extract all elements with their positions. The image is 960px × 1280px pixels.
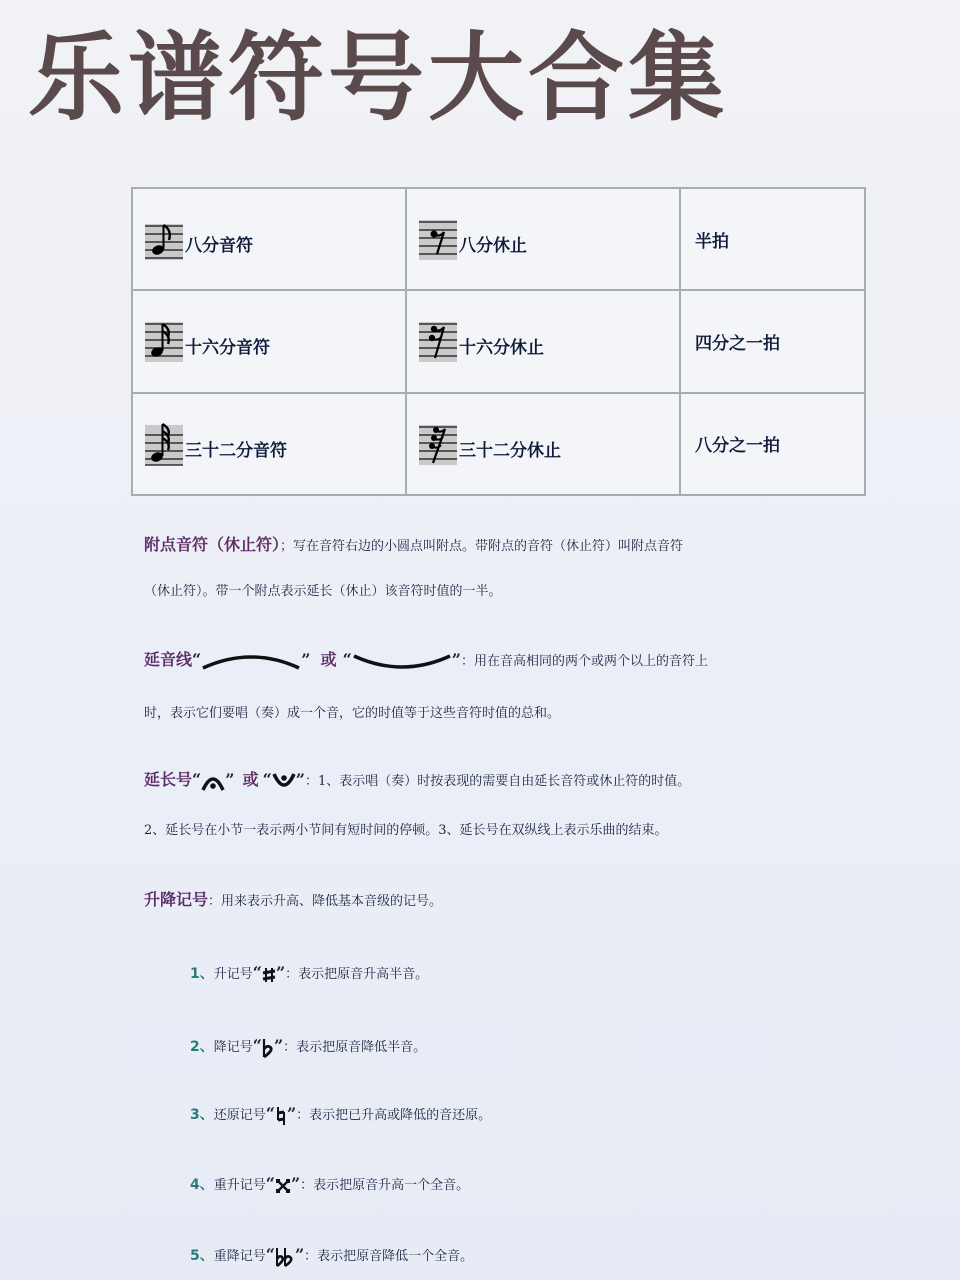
- quote-open: “: [265, 1174, 275, 1193]
- quote-close: ”: [295, 770, 305, 789]
- quote-close: ”: [286, 1104, 297, 1123]
- quote-open: “: [252, 963, 262, 982]
- table-cell: [680, 188, 865, 290]
- item-number: 4、: [190, 1177, 214, 1193]
- tie-over-icon: [201, 652, 301, 672]
- tie-line-2: [144, 706, 834, 722]
- item-desc: ：表示把原音升高半音。: [285, 967, 429, 982]
- item-number: 2、: [190, 1039, 214, 1055]
- fermata-text-1: ：1、表示唱（奏）时按表现的需要自由延长音符或休止符的时值。: [304, 774, 691, 789]
- accidentals-heading: 升降记号: [144, 890, 209, 909]
- quote-close: ”: [301, 650, 311, 669]
- quote-close: ”: [290, 1174, 301, 1193]
- item-desc: ：表示把原音降低半音。: [283, 1040, 427, 1055]
- page-title: 乐谱符号大合集: [28, 22, 728, 134]
- item-name: 降记号: [213, 1040, 253, 1055]
- dotted-note-line-2: [144, 584, 834, 600]
- natural-icon: [275, 1106, 287, 1126]
- or-word: 或: [242, 770, 259, 789]
- item-name: 还原记号: [213, 1108, 266, 1123]
- rest-name: 八分休止: [459, 236, 527, 257]
- accidental-item: [190, 1036, 880, 1058]
- fermata-heading: 延长号: [144, 770, 193, 789]
- table-cell: [680, 393, 865, 495]
- item-name: 重升记号: [213, 1178, 266, 1193]
- item-number: 5、: [190, 1248, 214, 1264]
- table-row: [132, 188, 865, 290]
- thirty-second-rest-icon: [419, 421, 457, 467]
- accidental-item: [190, 1245, 880, 1267]
- table-cell: [680, 290, 865, 392]
- item-desc: ：表示把已升高或降低的音还原。: [296, 1108, 492, 1123]
- note-name: 十六分音符: [185, 338, 270, 359]
- item-name: 重降记号: [213, 1249, 266, 1264]
- note-duration-table: [131, 187, 866, 496]
- quote-close: ”: [451, 650, 461, 669]
- accidental-item: [190, 1174, 880, 1194]
- quote-close: ”: [294, 1245, 305, 1264]
- table-row: [132, 290, 865, 392]
- sixteenth-rest-icon: [419, 318, 457, 364]
- quote-open: “: [262, 770, 272, 789]
- item-name: 升记号: [213, 967, 253, 982]
- tie-line-1: [144, 650, 834, 672]
- flat-icon: [262, 1038, 274, 1058]
- accidental-item: [190, 963, 880, 983]
- accidentals-text: ：用来表示升高、降低基本音级的记号。: [208, 894, 443, 909]
- tie-text-2: 时，表示它们要唱（奏）成一个音，它的时值等于这些音符时值的总和。: [144, 706, 561, 721]
- accidental-item: [190, 1104, 880, 1126]
- table-row: [132, 393, 865, 495]
- table-cell: [132, 393, 406, 495]
- rest-name: 三十二分休止: [459, 440, 561, 461]
- tie-heading: 延音线: [144, 650, 193, 669]
- eighth-note-icon: [145, 216, 183, 262]
- fermata-text-2: 2、延长号在小节一表示两小节间有短时间的停顿。3、延长号在双纵线上表示乐曲的结束。: [144, 823, 668, 838]
- beat-value: 四分之一拍: [695, 333, 780, 354]
- fermata-line-2: [144, 823, 834, 839]
- dotted-note-line-1: [144, 535, 834, 555]
- thirty-second-note-icon: [145, 421, 183, 467]
- double-flat-icon: [275, 1247, 295, 1267]
- table-cell: [406, 290, 680, 392]
- sharp-icon: [262, 967, 276, 983]
- fermata-below-icon: [272, 772, 296, 792]
- note-name: 三十二分音符: [185, 440, 287, 461]
- quote-open: “: [342, 650, 352, 669]
- table-cell: [132, 188, 406, 290]
- dotted-note-heading: 附点音符（休止符）: [144, 535, 281, 554]
- quote-close: ”: [275, 963, 286, 982]
- quote-close: ”: [273, 1036, 284, 1055]
- fermata-above-icon: [201, 772, 225, 792]
- quote-close: ”: [225, 770, 235, 789]
- quote-open: “: [192, 650, 202, 669]
- beat-value: 八分之一拍: [695, 436, 780, 457]
- double-sharp-icon: [275, 1178, 291, 1194]
- dotted-note-text-2: （休止符）。带一个附点表示延长（休止）该音符时值的一半。: [144, 584, 502, 599]
- rest-name: 十六分休止: [459, 338, 544, 359]
- note-name: 八分音符: [185, 236, 253, 257]
- item-desc: ：表示把原音升高一个全音。: [300, 1178, 470, 1193]
- item-desc: ：表示把原音降低一个全音。: [304, 1249, 474, 1264]
- quote-open: “: [265, 1245, 275, 1264]
- or-word: 或: [320, 650, 337, 669]
- quote-open: “: [192, 770, 202, 789]
- table-cell: [406, 188, 680, 290]
- tie-under-icon: [352, 652, 452, 672]
- eighth-rest-icon: [419, 216, 457, 262]
- item-number: 1、: [190, 966, 214, 982]
- quote-open: “: [265, 1104, 275, 1123]
- table-cell: [406, 393, 680, 495]
- sixteenth-note-icon: [145, 318, 183, 364]
- accidentals-line: [144, 890, 834, 910]
- quote-open: “: [252, 1036, 262, 1055]
- fermata-line-1: [144, 770, 834, 792]
- item-number: 3、: [190, 1107, 214, 1123]
- dotted-note-text-1: ；写在音符右边的小圆点叫附点。带附点的音符（休止符）叫附点音符: [280, 539, 684, 554]
- tie-text-1: ：用在音高相同的两个或两个以上的音符上: [460, 654, 708, 669]
- beat-value: 半拍: [695, 231, 729, 252]
- table-cell: [132, 290, 406, 392]
